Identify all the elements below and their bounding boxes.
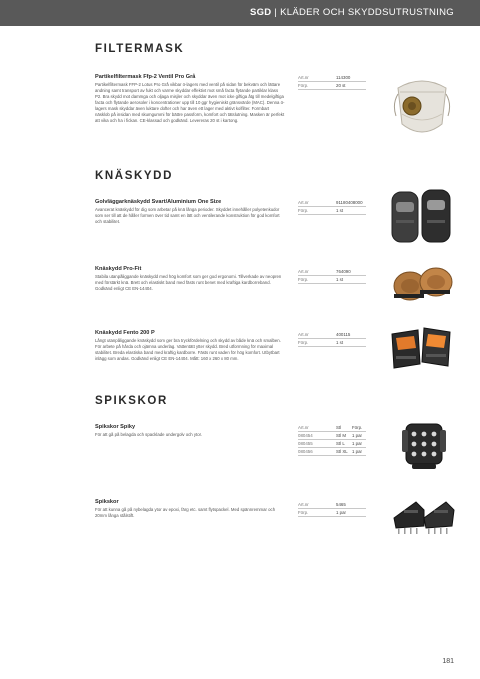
header-category: KLÄDER OCH SKYDDSUTRUSTNING: [280, 7, 454, 18]
forp-label: Förp.: [298, 82, 336, 90]
forp-value: 1 par: [352, 440, 366, 448]
artnr-value: 080456: [298, 448, 336, 456]
forp-value: 1 st: [336, 339, 366, 347]
product-knaskydd-golv: [95, 199, 285, 225]
artnr-value: 764090: [336, 268, 366, 276]
product-info-spikskor-spiky: [298, 424, 366, 456]
forp-label: Förp.: [298, 207, 336, 215]
product-info-knaskydd-golv: [298, 199, 366, 215]
forp-value: 1 st: [336, 207, 366, 215]
size-value: Stl M: [336, 432, 352, 440]
forp-value: 1 par: [352, 432, 366, 440]
product-description: För att gå på belagda och spacklade undergolv och ytor.: [95, 432, 203, 437]
product-filtermask: [95, 74, 285, 124]
forp-header: Förp.: [352, 424, 366, 432]
product-description: Partikelfiltermask FFP-2 Lotus Pro Grå vikbar ö-lagers med ventil på sidan för bekväm och lättare andning samt transport av fukt och varme skyddar effektivt mot små facta flytande partiklar klass P2. Bra skydd mot dammga och oljaga misjler och skyddar även mot icke giftiga åtg till medelgiftiga facta och flytande aerosoler i koncentrationer upp till 10 ggr hygieniskt gränsvärde (MAC). Denna ö-lagers mask skyddar även luktare dofter och har även ett lager med aktivt kolfilter. Formbart näsklob på insidan med skumgummi för bättre passform, komfort och tätslutning. Masken är perfekt att vika och ha i fickan. CE-klassad och godkänd. Levereras 20 st i kartong.: [95, 82, 285, 123]
filtermask-image: [392, 74, 452, 142]
artnr-label: Art.nr: [298, 74, 336, 82]
kneepad-profit-image: [392, 264, 454, 304]
section-title-filtermask: FILTERMASK: [95, 43, 185, 55]
forp-label: Förp.: [298, 276, 336, 284]
header-brand: SGD: [249, 7, 272, 18]
size-header: Stl: [336, 424, 352, 432]
spikskor-image: [390, 492, 456, 542]
artnr-value: 400115: [336, 331, 366, 339]
artnr-label: Art.nr: [298, 501, 336, 509]
product-name: Knäskydd Fento 200 P: [95, 330, 155, 336]
product-spikskor-spiky: [95, 424, 285, 438]
product-spikskor: [95, 499, 285, 519]
artnr-label: Art.nr: [298, 268, 336, 276]
artnr-label: Art.nr: [298, 199, 336, 207]
artnr-value: 080455: [298, 440, 336, 448]
forp-label: Förp.: [298, 509, 336, 517]
forp-value: 1 par: [352, 448, 366, 456]
size-value: Stl L: [336, 440, 352, 448]
product-description: Långt utanpåliggande knäskydd som ger bra tryckfördelning och skydd av både knä och smalben. För arbete på hårda och ojämna underlag. Vattentätt ytter skydd. Bred utformning för maximal stabilitet. Breda elastiska band med kraftig kardborre. Fästs runt vaden för hög komfort. Utbytbart inlägg som andas. Godkänd enligt CE EN-14404. Mått: 160 x 260 x 80 mm.: [95, 338, 281, 361]
product-info-spikskor: [298, 501, 366, 517]
table-row: [298, 448, 366, 456]
size-value: Stl XL: [336, 448, 352, 456]
artnr-value: 114300: [336, 74, 366, 82]
artnr-value: 5465: [336, 501, 366, 509]
product-name: Knäskydd Pro-Fit: [95, 266, 142, 272]
product-info-filtermask: [298, 74, 366, 90]
product-name: Spikskor Spiky: [95, 424, 136, 430]
header-separator: |: [274, 7, 278, 18]
section-title-knaskydd: KNÄSKYDD: [95, 170, 173, 182]
forp-value: 1 st: [336, 276, 366, 284]
table-row: [298, 432, 366, 440]
product-name: Spikskor: [95, 499, 119, 505]
product-info-knaskydd-fento: [298, 331, 366, 347]
forp-value: 20 st: [336, 82, 366, 90]
product-description: Stabila utanpåliggande knäskydd med hög komfort som ger god ergonomi. Tillverkade av neopren med förstärkt knä. Brett och elastiskt band med fästs runt benet med kraftiga kardborreband. Godkänd enligt CE EN-14404.: [95, 274, 282, 291]
product-info-knaskydd-profit: [298, 268, 366, 284]
header-title: [250, 7, 454, 18]
artnr-label: Art.nr: [298, 331, 336, 339]
product-knaskydd-profit: [95, 266, 285, 292]
product-name: Partikelfiltermask Ffp-2 Ventil Pro Grå: [95, 74, 196, 80]
page-header: [0, 0, 480, 26]
forp-label: Förp.: [298, 339, 336, 347]
page-number: 181: [442, 658, 454, 665]
product-description: För att kunna gå på nybelagda ytor av epoxi, färg etc. samt flytspackel. Med spännremmar och 20mm långa stålstift.: [95, 507, 276, 518]
product-name: Golvläggarknäskydd Svart/Aluminium One Size: [95, 199, 222, 205]
kneepad-golv-image: [388, 186, 454, 246]
kneepad-fento-image: [388, 324, 454, 372]
table-row: [298, 440, 366, 448]
spiky-shoe-image: [396, 420, 454, 472]
artnr-header: Art.nr: [298, 424, 336, 432]
artnr-value: 080454: [298, 432, 336, 440]
section-title-spikskor: SPIKSKOR: [95, 395, 168, 407]
artnr-value: 91180408000: [336, 199, 366, 207]
product-description: Avancerat knäskydd för dig som arbetar på knä långa perioder. Skyddet innehåller polyetenkudor som ser till att de håller formen över tid samt en lätt och ventilerande konstruktion för god komfort och stabilitet.: [95, 207, 280, 224]
forp-value: 1 par: [336, 509, 366, 517]
product-knaskydd-fento: [95, 330, 285, 362]
